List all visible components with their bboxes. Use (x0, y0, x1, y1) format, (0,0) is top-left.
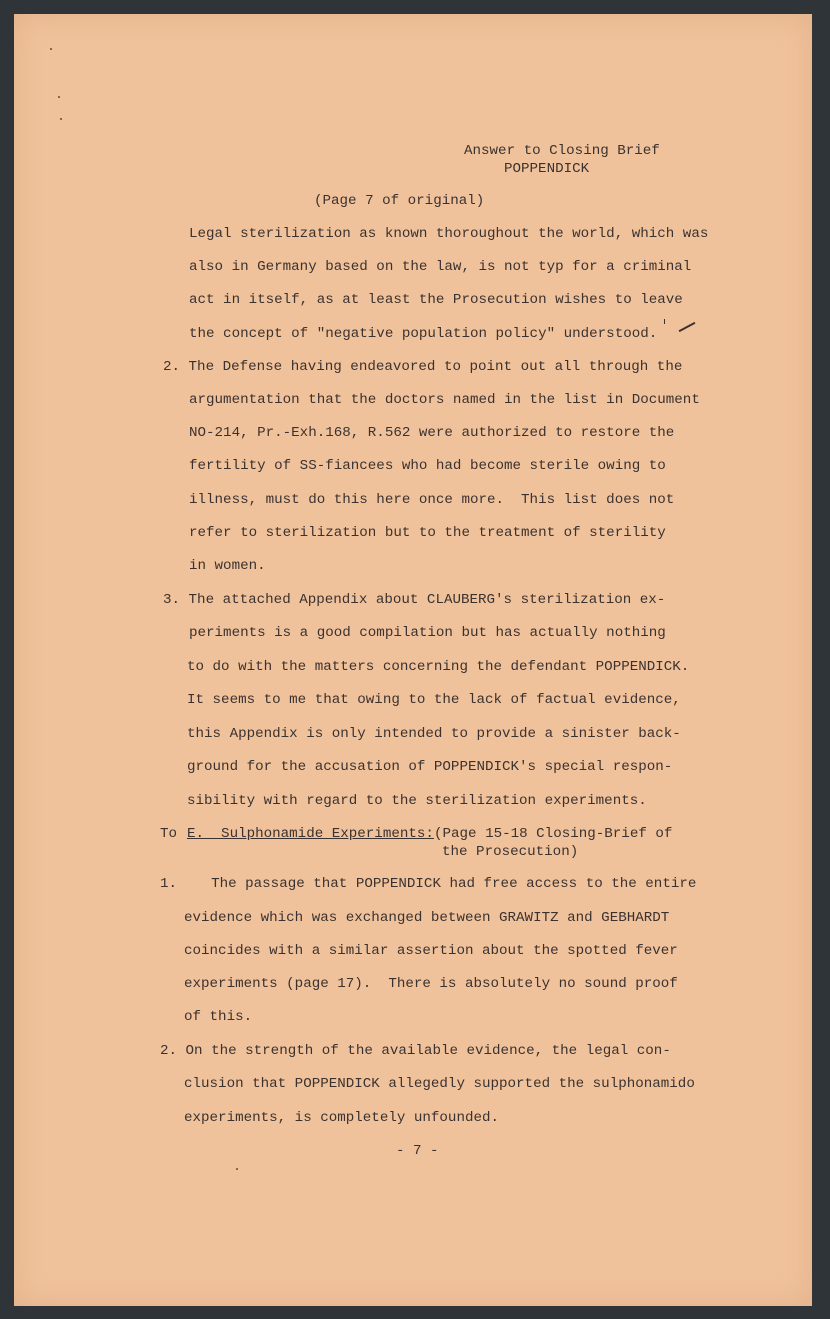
body-line: Legal sterilization as known thoroughout the world, which was (189, 226, 709, 242)
body-line: periments is a good compilation but has actually nothing (189, 625, 666, 641)
paper-speck (58, 96, 60, 98)
body-line: illness, must do this here once more. This list does not (189, 492, 675, 508)
body-line: refer to sterilization but to the treatment of sterility (189, 525, 666, 541)
pen-mark (679, 322, 696, 332)
body-line: It seems to me that owing to the lack of factual evidence, (187, 692, 681, 708)
section-line: 2. On the strength of the available evidence, the legal con- (160, 1043, 671, 1059)
section-line: experiments, is completely unfounded. (184, 1110, 500, 1126)
body-line: also in Germany based on the law, is not typ for a criminal (189, 259, 692, 275)
body-line: 2. The Defense having endeavored to point out all through the (163, 359, 683, 375)
body-line: in women. (189, 558, 266, 574)
paper-speck (236, 1168, 238, 1170)
section-line: evidence which was exchanged between GRAWITZ and GEBHARDT (184, 910, 670, 926)
body-line: act in itself, as at least the Prosecution wishes to leave (189, 292, 683, 308)
header-name: POPPENDICK (504, 161, 590, 177)
section-reference: (Page 15-18 Closing-Brief of (434, 826, 673, 842)
header-title: Answer to Closing Brief (464, 143, 660, 159)
section-line: experiments (page 17). There is absolutely no sound proof (184, 976, 678, 992)
body-line: the concept of "negative population policy" understood. (189, 326, 658, 342)
body-line: fertility of SS-fiancees who had become sterile owing to (189, 458, 666, 474)
paper-speck (50, 48, 52, 50)
section-reference: the Prosecution) (442, 844, 579, 860)
body-line: to do with the matters concerning the defendant POPPENDICK. (187, 659, 690, 675)
page-number: - 7 - (396, 1143, 439, 1159)
section-line: coincides with a similar assertion about the spotted fever (184, 943, 678, 959)
section-prefix: To (160, 826, 178, 842)
paper-speck (60, 118, 62, 120)
page-reference: (Page 7 of original) (314, 193, 485, 209)
document-page (14, 14, 812, 1306)
section-line: of this. (184, 1009, 253, 1025)
body-line: NO-214, Pr.-Exh.168, R.562 were authorized to restore the (189, 425, 675, 441)
body-line: argumentation that the doctors named in the list in Document (189, 392, 700, 408)
body-line: this Appendix is only intended to provide a sinister back- (187, 726, 681, 742)
body-line: sibility with regard to the sterilization experiments. (187, 793, 647, 809)
body-line: ground for the accusation of POPPENDICK's special respon- (187, 759, 673, 775)
body-line: 3. The attached Appendix about CLAUBERG's sterilization ex- (163, 592, 666, 608)
section-line: 1. The passage that POPPENDICK had free access to the entire (160, 876, 697, 892)
pen-mark (664, 319, 665, 324)
section-heading: E. Sulphonamide Experiments: (187, 826, 434, 842)
section-line: clusion that POPPENDICK allegedly supported the sulphonamido (184, 1076, 695, 1092)
